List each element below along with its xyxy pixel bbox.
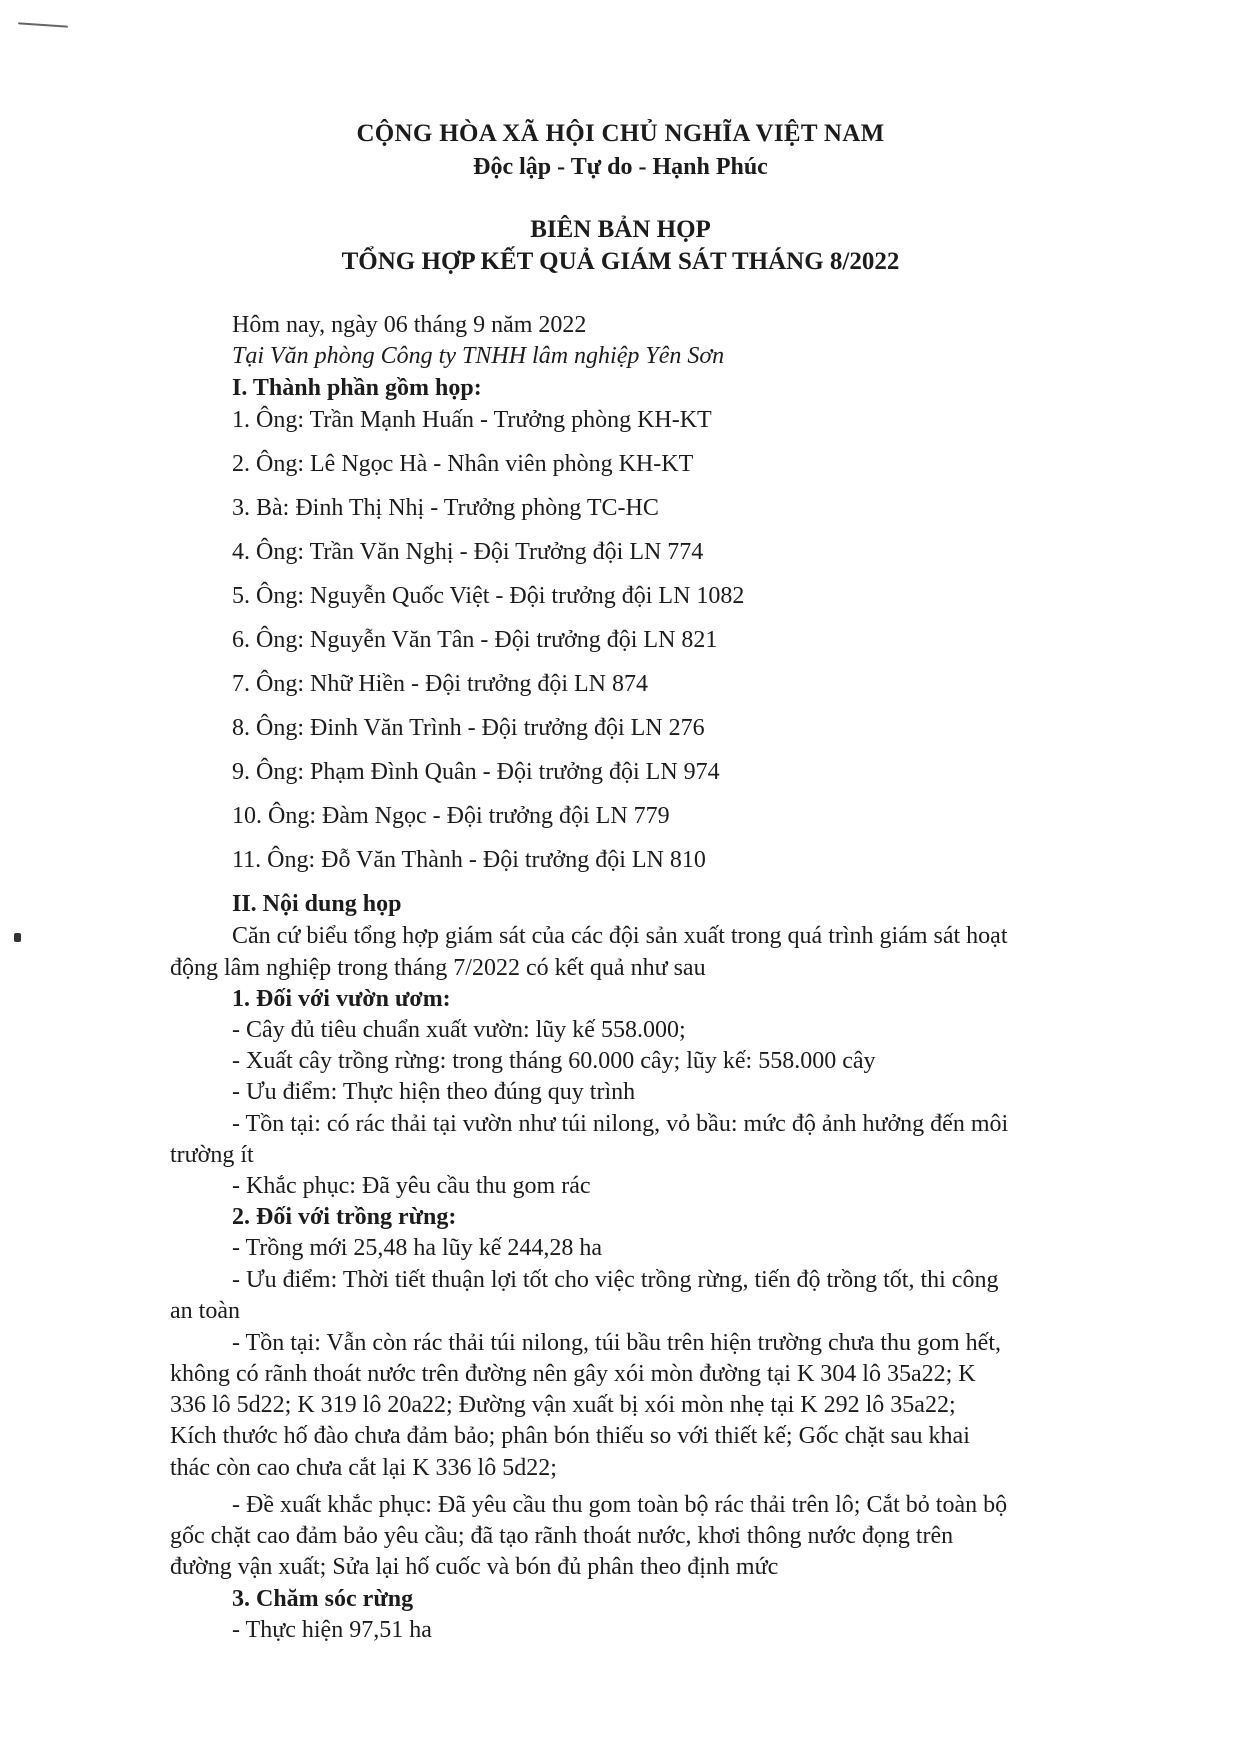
- scan-artifact-dot: [14, 933, 21, 942]
- planting-line: đường vận xuất; Sửa lại hố cuốc và bón đủ phân theo định mức: [170, 1554, 779, 1580]
- nursery-line: - Khắc phục: Đã yêu cầu thu gom rác: [232, 1173, 591, 1199]
- planting-line: - Đề xuất khắc phục: Đã yêu cầu thu gom toàn bộ rác thải trên lô; Cắt bỏ toàn bộ: [232, 1492, 1008, 1518]
- care-line: - Thực hiện 97,51 ha: [232, 1617, 432, 1643]
- planting-line: 336 lô 5d22; K 319 lô 20a22; Đường vận xuất bị xói mòn nhẹ tại K 292 lô 35a22;: [170, 1392, 956, 1418]
- content-intro-line: Căn cứ biểu tổng hợp giám sát của các đội sản xuất trong quá trình giám sát hoạt: [232, 923, 1008, 949]
- planting-line: không có rãnh thoát nước trên đường nên gây xói mòn đường tại K 304 lô 35a22; K: [170, 1361, 976, 1387]
- content-heading: II. Nội dung họp: [232, 891, 402, 917]
- nursery-line: - Cây đủ tiêu chuẩn xuất vườn: lũy kế 558.000;: [232, 1017, 686, 1043]
- attendee-item: 9. Ông: Phạm Đình Quân - Đội trưởng đội LN 974: [232, 759, 720, 785]
- attendee-item: 5. Ông: Nguyễn Quốc Việt - Đội trưởng đội LN 1082: [232, 583, 745, 609]
- care-heading: 3. Chăm sóc rừng: [232, 1586, 414, 1612]
- document-type: BIÊN BẢN HỌP: [530, 216, 711, 243]
- planting-line: gốc chặt cao đảm bảo yêu cầu; đã tạo rãnh thoát nước, khơi thông nước đọng trên: [170, 1523, 954, 1549]
- planting-line: thác còn cao chưa cắt lại K 336 lô 5d22;: [170, 1455, 557, 1481]
- content-intro-line: động lâm nghiệp trong tháng 7/2022 có kết quả như sau: [170, 955, 706, 981]
- attendee-item: 4. Ông: Trần Văn Nghị - Đội Trưởng đội LN 774: [232, 539, 704, 565]
- planting-line: an toàn: [170, 1298, 240, 1324]
- attendee-item: 1. Ông: Trần Mạnh Huấn - Trưởng phòng KH-KT: [232, 407, 712, 433]
- attendee-item: 2. Ông: Lê Ngọc Hà - Nhân viên phòng KH-KT: [232, 451, 694, 477]
- document-title: TỔNG HỢP KẾT QUẢ GIÁM SÁT THÁNG 8/2022: [341, 248, 900, 275]
- meeting-location: Tại Văn phòng Công ty TNHH lâm nghiệp Yên Sơn: [232, 343, 725, 369]
- nursery-line: - Ưu điểm: Thực hiện theo đúng quy trình: [232, 1079, 636, 1105]
- attendees-heading: I. Thành phần gồm họp:: [232, 375, 482, 401]
- motto: Độc lập - Tự do - Hạnh Phúc: [473, 154, 768, 180]
- nursery-line: - Xuất cây trồng rừng: trong tháng 60.000 cây; lũy kế: 558.000 cây: [232, 1048, 876, 1074]
- nursery-heading: 1. Đối với vườn ươm:: [232, 986, 451, 1012]
- planting-line: - Ưu điểm: Thời tiết thuận lợi tốt cho việc trồng rừng, tiến độ trồng tốt, thi công: [232, 1267, 999, 1293]
- nursery-line: trường ít: [170, 1142, 254, 1168]
- attendee-item: 10. Ông: Đàm Ngọc - Đội trưởng đội LN 779: [232, 803, 670, 829]
- attendee-item: 6. Ông: Nguyễn Văn Tân - Đội trưởng đội LN 821: [232, 627, 718, 653]
- planting-heading: 2. Đối với trồng rừng:: [232, 1204, 457, 1230]
- attendee-item: 3. Bà: Đinh Thị Nhị - Trưởng phòng TC-HC: [232, 495, 659, 521]
- planting-line: Kích thước hố đào chưa đảm bảo; phân bón thiếu so với thiết kế; Gốc chặt sau khai: [170, 1423, 970, 1449]
- attendee-item: 7. Ông: Nhữ Hiền - Đội trưởng đội LN 874: [232, 671, 649, 697]
- planting-line: - Tồn tại: Vẫn còn rác thải túi nilong, túi bầu trên hiện trường chưa thu gom hết,: [232, 1330, 1001, 1356]
- attendee-item: 8. Ông: Đinh Văn Trình - Đội trưởng đội LN 276: [232, 715, 705, 741]
- country-name: CỘNG HÒA XÃ HỘI CHỦ NGHĨA VIỆT NAM: [356, 120, 885, 147]
- attendee-item: 11. Ông: Đỗ Văn Thành - Đội trưởng đội LN 810: [232, 847, 706, 873]
- scan-artifact-line: [18, 22, 68, 27]
- planting-line: - Trồng mới 25,48 ha lũy kế 244,28 ha: [232, 1235, 603, 1261]
- nursery-line: - Tồn tại: có rác thải tại vườn như túi nilong, vỏ bầu: mức độ ảnh hưởng đến môi: [232, 1111, 1009, 1137]
- meeting-date: Hôm nay, ngày 06 tháng 9 năm 2022: [232, 312, 587, 338]
